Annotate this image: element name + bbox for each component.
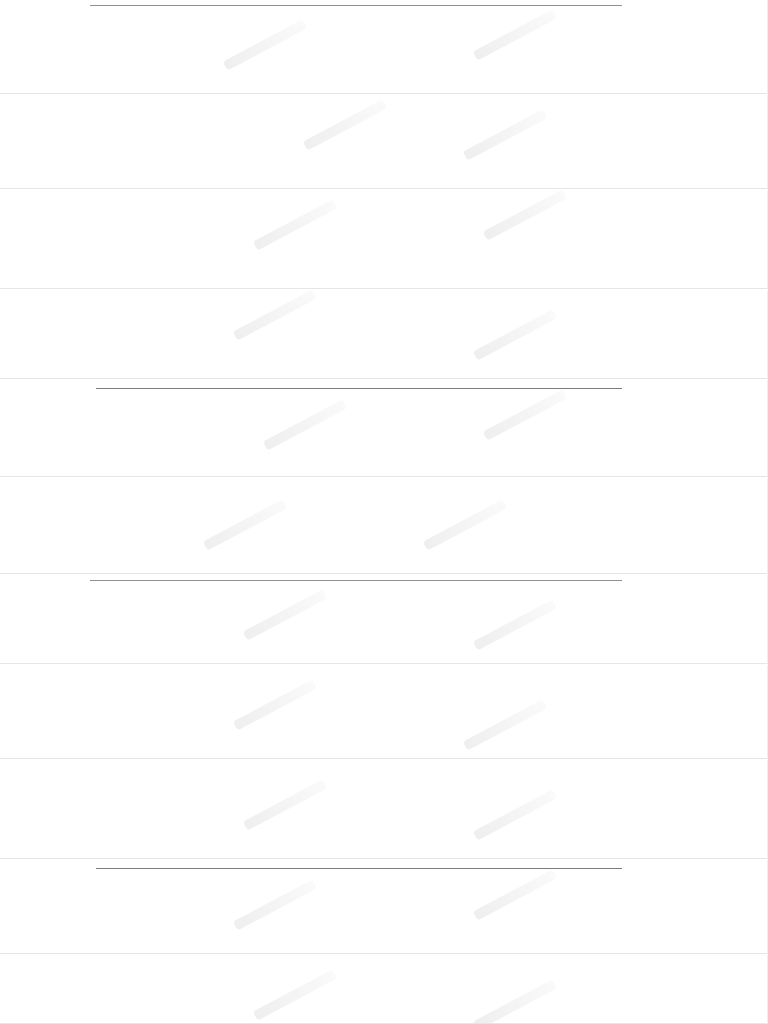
page-strip-p5: [0, 380, 768, 477]
heading-rule: [96, 388, 622, 389]
page-strip-p1: [0, 0, 768, 94]
lesson-title: [90, 4, 622, 6]
heading-rule: [96, 868, 622, 869]
page-strip-p9: [0, 760, 768, 859]
activity-heading: [90, 388, 622, 389]
page-strip-p2: [0, 95, 768, 189]
page-strip-p3: [0, 190, 768, 289]
page-strip-p7: [0, 575, 768, 664]
page-strip-p11: [0, 955, 768, 1024]
lesson-title: [90, 579, 622, 581]
page-strip-p6: [0, 478, 768, 574]
page-strip-p4: [0, 290, 768, 379]
page-strip-p8: [0, 665, 768, 759]
activity-heading: [90, 868, 622, 869]
page-strip-p10: [0, 860, 768, 954]
